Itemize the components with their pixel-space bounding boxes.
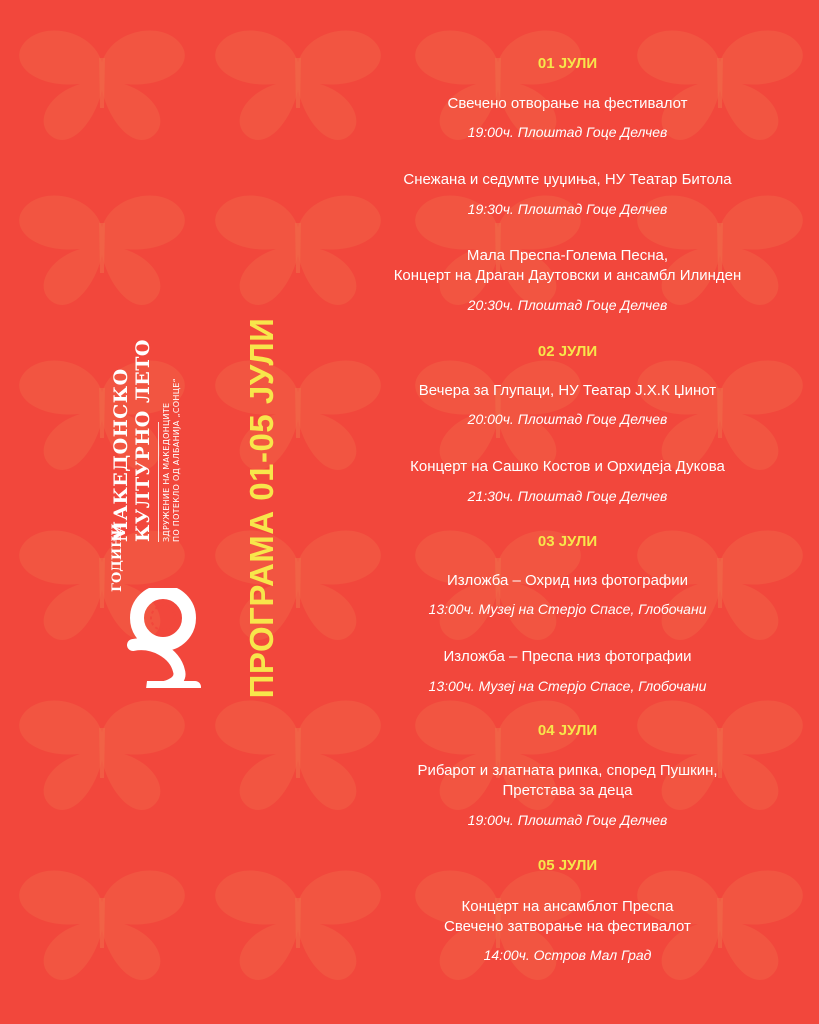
festival-name-line1: МАКЕДОНСКО bbox=[110, 368, 132, 542]
event-title: Вечера за Глупаци, НУ Театар Ј.Х.К Џинот bbox=[418, 382, 717, 399]
event-title: Изложба – Преспа низ фотографии bbox=[443, 648, 692, 665]
event-time-venue: 20:00ч. Плоштад Гоце Делчев bbox=[467, 411, 668, 427]
event-title: Снежана и седумте џуџиња, НУ Театар Битола bbox=[403, 171, 732, 188]
festival-name-line2: КУЛТУРНО ЛЕТО bbox=[132, 339, 154, 542]
festival-branding bbox=[108, 332, 228, 692]
day-heading: 05 ЈУЛИ bbox=[537, 857, 598, 874]
event-title: Претстава за деца bbox=[502, 782, 633, 799]
event-title: Концерт на Драган Даутовски и ансамбл Илинден bbox=[393, 267, 742, 284]
event-title: Концерт на Сашко Костов и Орхидеја Дукова bbox=[410, 458, 725, 475]
event-time-venue: 21:30ч. Плоштад Гоце Делчев bbox=[467, 488, 668, 504]
anniversary-20-logo bbox=[108, 588, 218, 688]
years-label: ГОДИНИ bbox=[110, 523, 125, 592]
event-title: Рибарот и златната рипка, според Пушкин, bbox=[417, 762, 718, 779]
event-title: Концерт на ансамблот Преспа bbox=[461, 898, 674, 915]
festival-name bbox=[110, 322, 154, 542]
event-time-venue: 14:00ч. Остров Мал Град bbox=[483, 947, 652, 963]
event-title: Свечено отворање на фестивалот bbox=[447, 95, 688, 112]
branding-divider bbox=[158, 422, 159, 542]
organizer-line1: ЗДРУЖЕНИЕ НА МАКЕДОНЦИТЕ bbox=[162, 402, 171, 542]
program-title: ПРОГРАМА 01-05 ЈУЛИ bbox=[243, 317, 280, 699]
event-time-venue: 19:00ч. Плоштад Гоце Делчев bbox=[467, 124, 668, 140]
day-heading: 01 ЈУЛИ bbox=[537, 55, 598, 72]
organizer-name bbox=[162, 312, 182, 542]
event-time-venue: 13:00ч. Музеј на Стерјо Спасе, Глобочани bbox=[428, 601, 707, 617]
organizer-line2: ПО ПОТЕКЛО ОД АЛБАНИЈА „СОНЦЕ“ bbox=[172, 377, 181, 542]
event-time-venue: 19:00ч. Плоштад Гоце Делчев bbox=[467, 812, 668, 828]
day-heading: 04 ЈУЛИ bbox=[537, 722, 598, 739]
event-title: Изложба – Охрид низ фотографии bbox=[446, 572, 689, 589]
event-title: Мала Преспа-Голема Песна, bbox=[466, 247, 669, 264]
day-heading: 02 ЈУЛИ bbox=[537, 343, 598, 360]
event-title: Свечено затворање на фестивалот bbox=[444, 918, 691, 935]
event-time-venue: 13:00ч. Музеј на Стерјо Спасе, Глобочани bbox=[428, 678, 707, 694]
day-heading: 03 ЈУЛИ bbox=[537, 533, 598, 550]
event-time-venue: 19:30ч. Плоштад Гоце Делчев bbox=[467, 201, 668, 217]
event-time-venue: 20:30ч. Плоштад Гоце Делчев bbox=[467, 297, 668, 313]
